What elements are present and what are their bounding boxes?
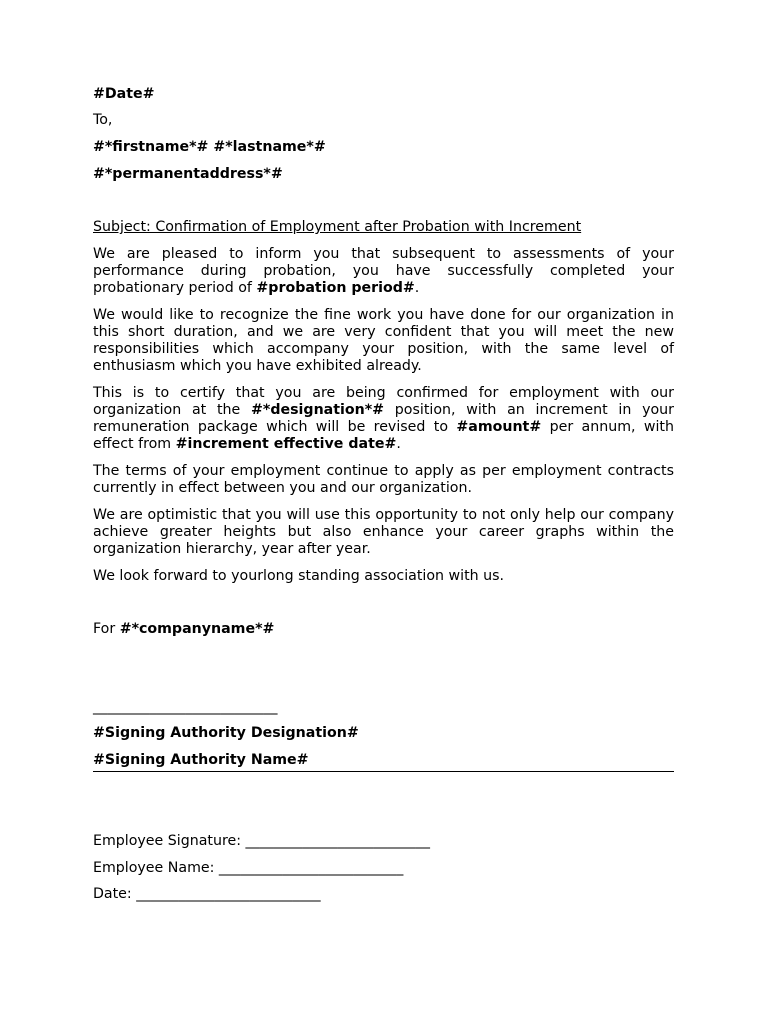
letter-subject: Subject: Confirmation of Employment after Probation with Increment <box>93 219 582 235</box>
signing-authority-name: #Signing Authority Name# <box>93 752 674 772</box>
salutation-to: To, <box>93 112 113 128</box>
paragraph-text: We are pleased to inform you that subsequent to assessments of your performance during probation, you have successfully completed your probationary period of <box>93 246 674 296</box>
letter-body <box>93 86 674 903</box>
letter-date: #Date# <box>93 86 155 102</box>
recipient-address: #*permanentaddress*# <box>93 166 283 182</box>
employee-name-line: Employee Name: __________________________ <box>93 860 404 876</box>
designation-field: #*designation*# <box>251 402 385 418</box>
for-company-line <box>93 621 674 638</box>
amount-field: #amount# <box>456 419 542 435</box>
paragraph-probation <box>93 246 674 297</box>
signing-authority-designation: #Signing Authority Designation# <box>93 725 359 741</box>
employee-date-line: Date: __________________________ <box>93 886 321 902</box>
paragraph-text: . <box>396 436 401 452</box>
paragraph-terms: The terms of your employment continue to apply as per employment contracts currently in effect between you and our organization. <box>93 463 674 496</box>
paragraph-closing: We look forward to yourlong standing association with us. <box>93 568 505 584</box>
paragraph-confirmation <box>93 385 674 453</box>
probation-period-field: #probation period# <box>256 280 415 296</box>
paragraph-text: per annum, with effect from <box>93 419 674 452</box>
authority-signature-line: __________________________ <box>93 699 278 715</box>
company-name-field: #*companyname*# <box>119 621 275 637</box>
paragraph-recognition: We would like to recognize the fine work you have done for our organization in this short duration, and we are very confident that you will meet the new responsibilities which accompany your position, with the same level of enthusiasm which you have exhibited already. <box>93 307 674 374</box>
for-label: For <box>93 621 120 637</box>
paragraph-text: position, with an increment in your remuneration package which will be revised to <box>93 402 674 435</box>
employee-signature-line: Employee Signature: __________________________ <box>93 833 430 849</box>
paragraph-optimism: We are optimistic that you will use this opportunity to not only help our company achieve greater heights but also enhance your career graphs within the organization hierarchy, year after year. <box>93 507 674 557</box>
increment-date-field: #increment effective date# <box>175 436 397 452</box>
paragraph-text: . <box>414 280 420 296</box>
paragraph-text: This is to certify that you are being confirmed for employment with our organization at the <box>93 385 674 418</box>
recipient-name: #*firstname*# #*lastname*# <box>93 139 326 155</box>
